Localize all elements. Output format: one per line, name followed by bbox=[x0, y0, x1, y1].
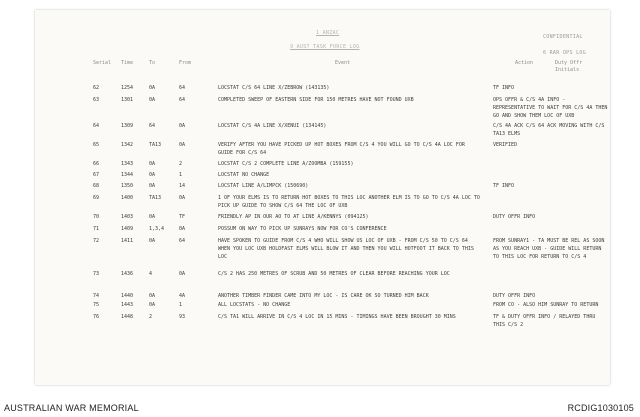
log-cell-serial: 63 bbox=[93, 97, 100, 103]
log-cell-from: 0A bbox=[179, 195, 186, 201]
log-cell-event: VERIFY AFTER YOU HAVE PICKED UP HOT BOXES FROM C/S 4 YOU WILL GO TO C/S 4A LOC FOR GUIDE FOR C/S 64 bbox=[218, 142, 465, 156]
log-cell-event: C/S 2 HAS 250 METRES OF SCRUB AND 50 METRES OF CLEAR BEFORE REACHING YOUR LOC bbox=[218, 271, 450, 277]
log-cell-serial: 74 bbox=[93, 293, 100, 299]
log-cell-action: DUTY OFFR INFO bbox=[493, 293, 536, 299]
log-cell-event: FRIENDLY AP IN OUR AO TO AT LINE A/KENNYS (094125) bbox=[218, 214, 369, 220]
footer-institution: AUSTRALIAN WAR MEMORIAL bbox=[4, 403, 139, 413]
log-cell-from: 1 bbox=[179, 172, 183, 178]
log-cell-from: 14 bbox=[179, 183, 186, 189]
log-cell-to: 0A bbox=[149, 214, 156, 220]
log-cell-from: TF bbox=[179, 214, 186, 220]
log-cell-event: LOCSTAT LINE A/LIMPCK (150690) bbox=[218, 183, 309, 189]
unit-stamp: 6 RAR OPS LOG bbox=[543, 50, 587, 56]
log-cell-time: 1411 bbox=[121, 238, 134, 244]
log-cell-event: C/S TA1 WILL ARRIVE IN C/S 4 LOC IN 15 MINS - TIMINGS HAVE BEEN BROUGHT 30 MINS bbox=[218, 314, 456, 320]
log-cell-event: LOCSTAT C/S 64 LINE X/ZEBROW (143135) bbox=[218, 85, 330, 91]
log-cell-from: 0A bbox=[179, 123, 186, 129]
log-cell-action: TF INFO bbox=[493, 85, 515, 91]
log-cell-serial: 76 bbox=[93, 314, 100, 320]
log-cell-serial: 65 bbox=[93, 142, 100, 148]
log-cell-to: 0A bbox=[149, 85, 156, 91]
log-cell-to: 0A bbox=[149, 97, 156, 103]
log-cell-event: ANOTHER TIMBER FINDER CAME INTO MY LOC - IS CARE OK SO TURNED HIM BACK bbox=[218, 293, 429, 299]
log-cell-serial: 73 bbox=[93, 271, 100, 277]
column-header-initials: Duty Offr Initials bbox=[555, 60, 583, 73]
log-cell-serial: 68 bbox=[93, 183, 100, 189]
log-cell-time: 1343 bbox=[121, 161, 134, 167]
log-cell-to: 0A bbox=[149, 238, 156, 244]
log-cell-action: FROM CO - ALSO HIM SUNRAY TO RETURN bbox=[493, 302, 599, 308]
log-cell-action: OPS OFFR & C/S 4A INFO - REPRESENTATIVE TO WAIT FOR C/S 4A THEN GO AND SHOW THEM LOC OF UXB bbox=[493, 97, 608, 119]
log-cell-time: 1436 bbox=[121, 271, 134, 277]
log-cell-event: LOCSTAT C/S 4A LINE X/XENUI (134145) bbox=[218, 123, 327, 129]
column-header-event: Event bbox=[335, 60, 351, 66]
log-cell-from: 0A bbox=[179, 226, 186, 232]
log-cell-event: ALL LOCSTATS - NO CHANGE bbox=[218, 302, 291, 308]
log-cell-serial: 62 bbox=[93, 85, 100, 91]
log-cell-from: 0A bbox=[179, 142, 186, 148]
log-cell-time: 1443 bbox=[121, 302, 134, 308]
column-header-action: Action bbox=[515, 60, 534, 66]
log-cell-action: C/S 4A ACK C/S 64 ACK MOVING WITH C/S TA13 ELMS bbox=[493, 123, 605, 137]
log-heading: 1 ANZAC bbox=[316, 30, 340, 36]
log-cell-serial: 70 bbox=[93, 214, 100, 220]
log-cell-time: 1344 bbox=[121, 172, 134, 178]
log-cell-to: 0A bbox=[149, 172, 156, 178]
log-subheading: 9 AUST TASK FORCE LOG bbox=[290, 44, 360, 50]
log-cell-serial: 75 bbox=[93, 302, 100, 308]
log-cell-event: POSSUM ON WAY TO PICK UP SUNRAYS NOW FOR CO'S CONFERENCE bbox=[218, 226, 387, 232]
log-cell-time: 1409 bbox=[121, 226, 134, 232]
log-cell-time: 1350 bbox=[121, 183, 134, 189]
log-cell-serial: 72 bbox=[93, 238, 100, 244]
log-cell-action: VERIFIED bbox=[493, 142, 518, 148]
log-cell-action: TF & DUTY OFFR INFO / RELAYED THRU THIS C/S 2 bbox=[493, 314, 596, 328]
log-cell-to: 0A bbox=[149, 183, 156, 189]
log-cell-to: 4 bbox=[149, 271, 153, 277]
footer-record-id: RCDIG1030105 bbox=[567, 403, 634, 413]
log-cell-serial: 69 bbox=[93, 195, 100, 201]
log-cell-from: 4A bbox=[179, 293, 186, 299]
log-cell-to: 0A bbox=[149, 302, 156, 308]
log-cell-from: 64 bbox=[179, 85, 186, 91]
column-header-from: From bbox=[179, 60, 192, 66]
log-cell-serial: 71 bbox=[93, 226, 100, 232]
log-sheet bbox=[35, 10, 610, 385]
log-cell-from: 93 bbox=[179, 314, 186, 320]
log-cell-serial: 66 bbox=[93, 161, 100, 167]
log-cell-to: TA13 bbox=[149, 195, 162, 201]
log-cell-to: 2 bbox=[149, 314, 153, 320]
log-cell-from: 64 bbox=[179, 97, 186, 103]
column-header-time: Time bbox=[121, 60, 134, 66]
log-cell-time: 1342 bbox=[121, 142, 134, 148]
column-header-serial: Serial bbox=[93, 60, 112, 66]
log-cell-from: 1 bbox=[179, 302, 183, 308]
log-cell-action: DUTY OFFR INFO bbox=[493, 214, 536, 220]
log-cell-to: 1,3,4 bbox=[149, 226, 165, 232]
log-cell-event: HAVE SPOKEN TO GUIDE FROM C/S 4 WHO WILL SHOW US LOC OF UXB - FROM C/S 50 TO C/S 64 WHEN YOU LOC UXB HOLDFAST ELMS WILL BLOW IT AND THEN YOU WILL HOTFOOT IT BACK TO THIS LOC bbox=[218, 238, 474, 260]
log-cell-from: 0A bbox=[179, 271, 186, 277]
log-cell-event: 1 OF YOUR ELMS IS TO RETURN HOT BOXES TO THIS LOC ANOTHER ELM IS TO GO TO C/S 4A LOC TO PICK UP GUIDE TO SHOW C/S 64 THE LOC OF UXB bbox=[218, 195, 480, 209]
log-cell-action: TF INFO bbox=[493, 183, 515, 189]
log-cell-event: LOCSTAT NO CHANGE bbox=[218, 172, 270, 178]
log-cell-time: 1440 bbox=[121, 293, 134, 299]
log-cell-time: 1309 bbox=[121, 123, 134, 129]
log-cell-event: LOCSTAT C/S 2 COMPLETE LINE A/ZOOMBA (159155) bbox=[218, 161, 354, 167]
log-cell-from: 2 bbox=[179, 161, 183, 167]
log-cell-to: 64 bbox=[149, 123, 156, 129]
log-cell-event: COMPLETED SWEEP OF EASTERN SIDE FOR 150 METRES HAVE NOT FOUND UXB bbox=[218, 97, 414, 103]
log-cell-time: 1254 bbox=[121, 85, 134, 91]
log-cell-time: 1301 bbox=[121, 97, 134, 103]
log-cell-time: 1403 bbox=[121, 214, 134, 220]
log-cell-to: 0A bbox=[149, 293, 156, 299]
log-cell-time: 1400 bbox=[121, 195, 134, 201]
log-cell-serial: 67 bbox=[93, 172, 100, 178]
log-cell-serial: 64 bbox=[93, 123, 100, 129]
log-cell-time: 1448 bbox=[121, 314, 134, 320]
column-header-to: To bbox=[149, 60, 156, 66]
log-cell-to: 0A bbox=[149, 161, 156, 167]
log-cell-from: 64 bbox=[179, 238, 186, 244]
log-cell-action: FROM SUNRAY1 - TA MUST BE REL AS SOON AS YOU REACH UXB - GUIDE WILL RETURN TO THIS LOC FOR RETURN TO C/S 4 bbox=[493, 238, 605, 260]
log-cell-to: TA13 bbox=[149, 142, 162, 148]
classification-stamp: CONFIDENTIAL bbox=[543, 34, 583, 40]
